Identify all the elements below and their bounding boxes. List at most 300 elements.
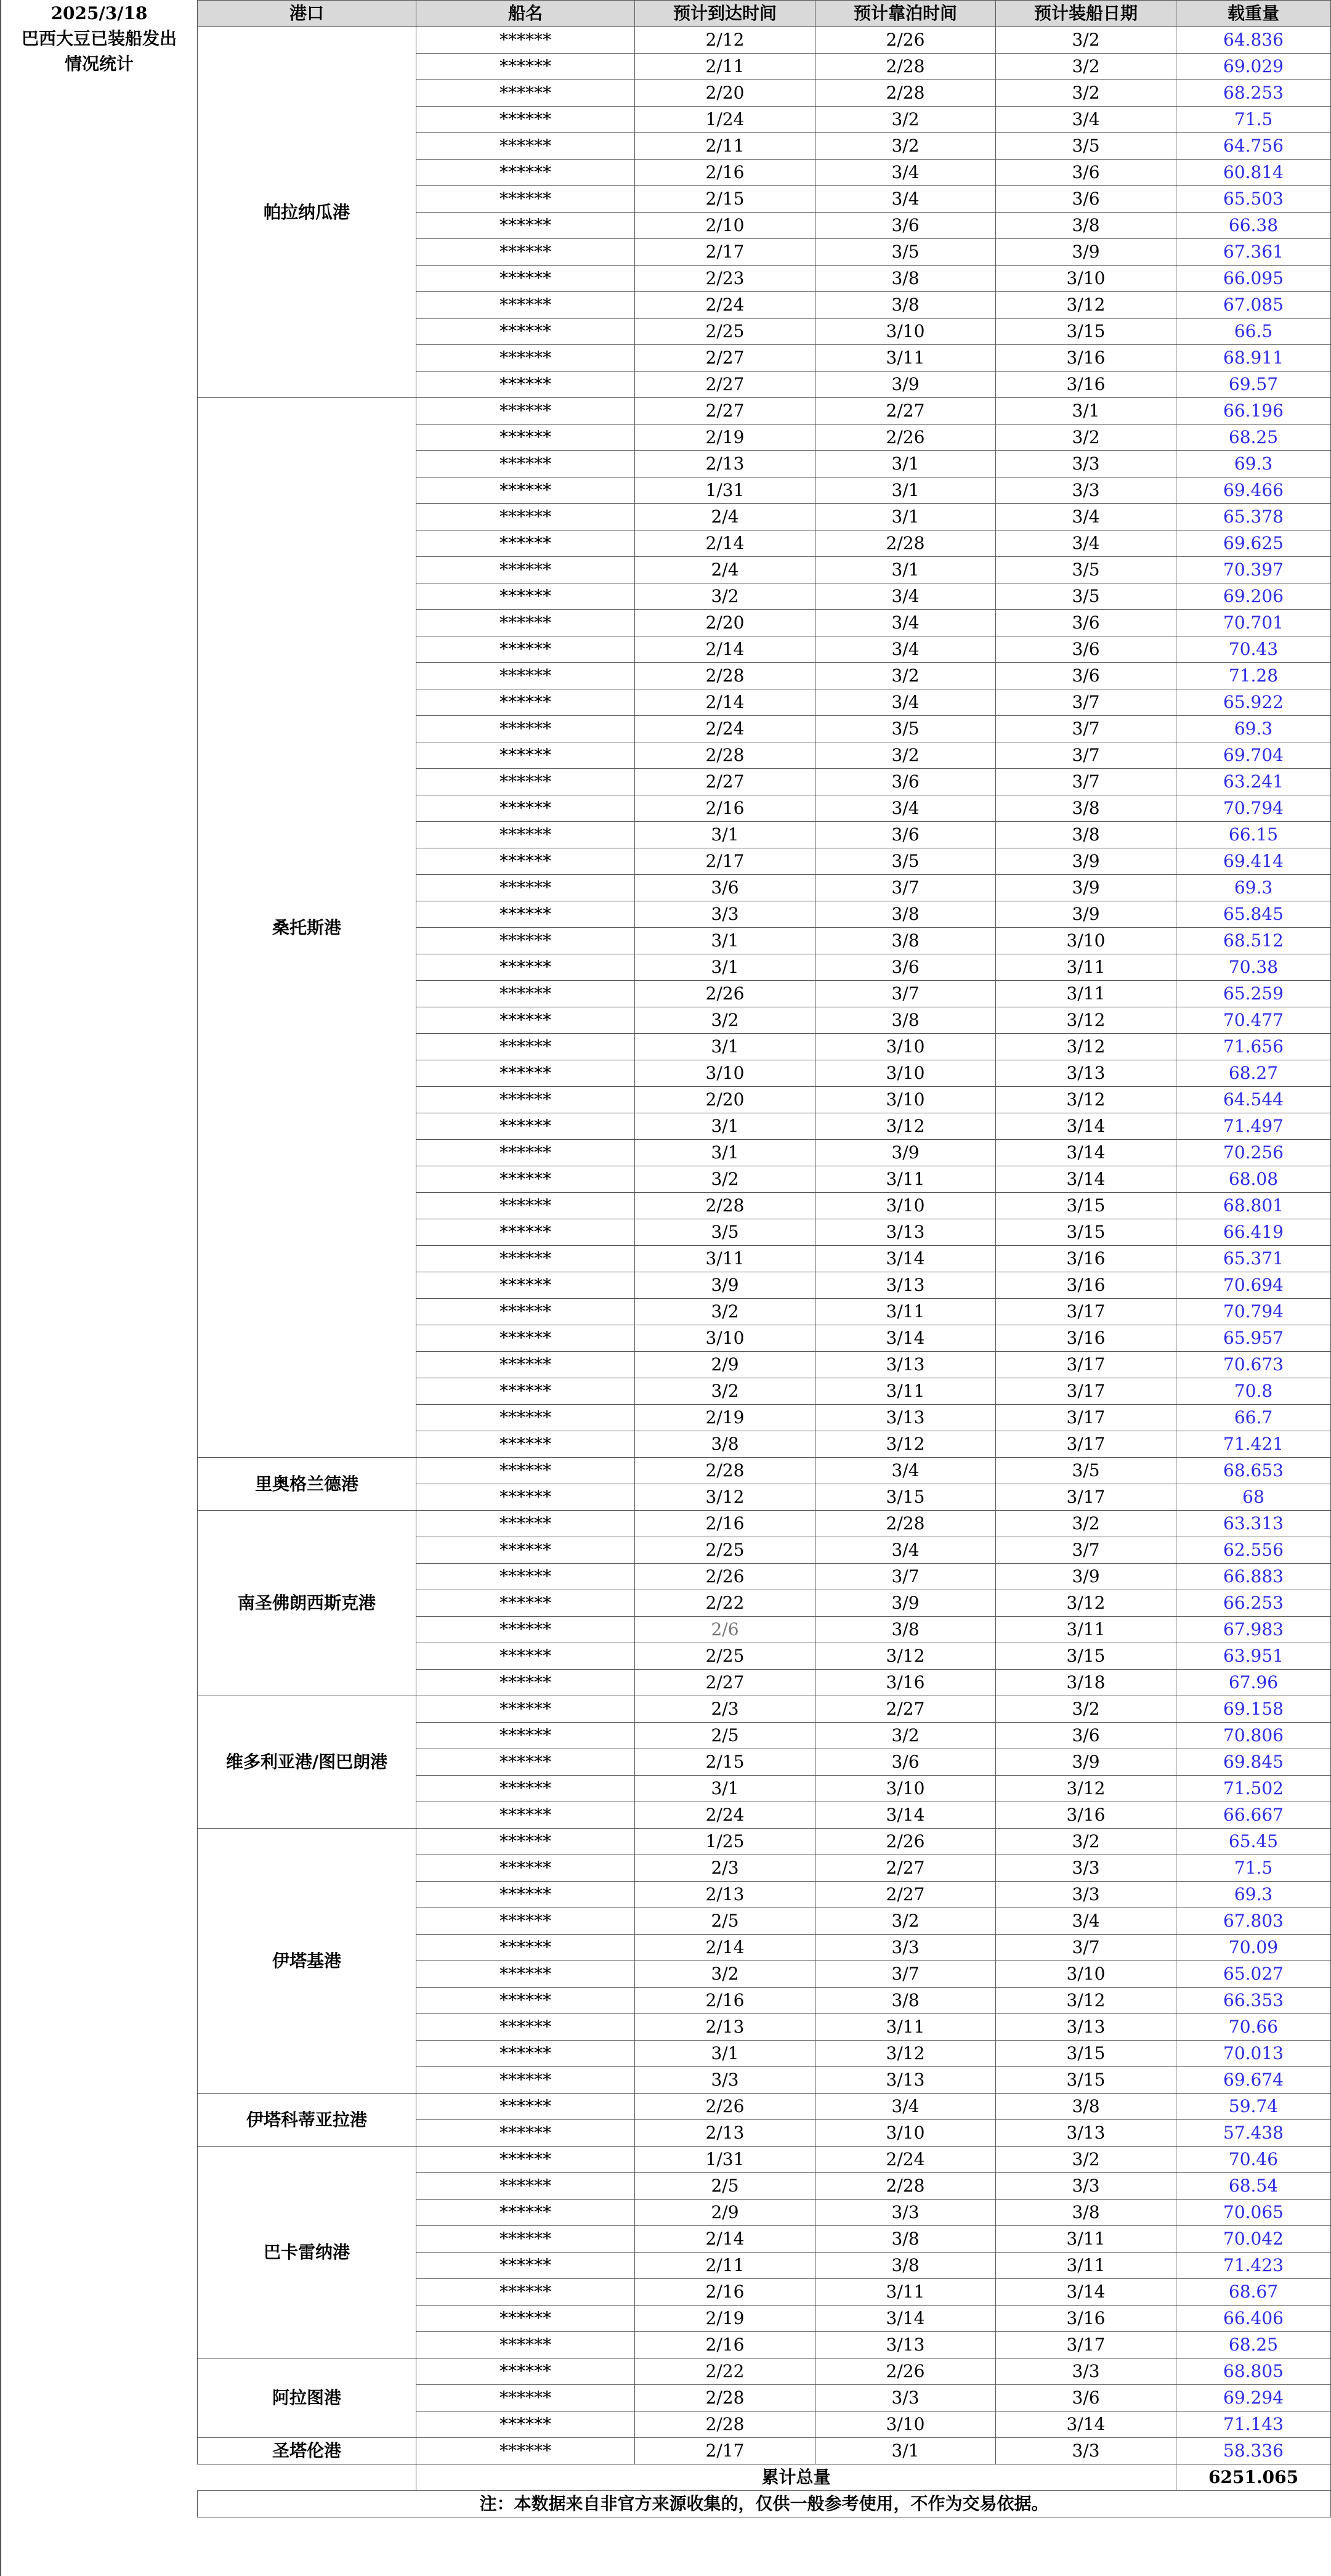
berth-time: 3/4 [815,186,996,213]
load-date: 3/10 [996,266,1176,292]
ship-name: ****** [416,1034,635,1060]
load-date: 3/4 [996,504,1176,530]
load-date: 3/15 [996,1193,1176,1219]
load-date: 3/5 [996,583,1176,610]
weight: 57.438 [1176,2120,1331,2147]
weight: 69.3 [1176,1882,1331,1908]
weight: 69.029 [1176,54,1331,80]
eta: 2/27 [635,372,815,398]
berth-time: 3/10 [815,1087,996,1113]
load-date: 3/16 [996,1246,1176,1272]
weight: 68.253 [1176,80,1331,107]
ship-name: ****** [416,1087,635,1113]
load-date: 3/4 [996,107,1176,133]
berth-time: 2/28 [815,1511,996,1537]
weight: 69.414 [1176,848,1331,875]
berth-time: 3/4 [815,1537,996,1564]
berth-time: 3/8 [815,2253,996,2279]
ship-name: ****** [416,1272,635,1299]
load-date: 3/14 [996,2411,1176,2438]
ship-name: ****** [416,1431,635,1458]
ship-name: ****** [416,875,635,901]
load-date: 3/2 [996,1829,1176,1855]
berth-time: 3/10 [815,1776,996,1802]
berth-time: 3/9 [815,372,996,398]
berth-time: 3/13 [815,1272,996,1299]
berth-time: 3/6 [815,1749,996,1776]
load-date: 3/17 [996,1431,1176,1458]
table-row [198,1511,1331,1537]
ship-name: ****** [416,2014,635,2041]
weight: 69.625 [1176,530,1331,557]
load-date: 3/11 [996,954,1176,981]
load-date: 3/8 [996,822,1176,848]
ship-name: ****** [416,1378,635,1405]
weight: 67.983 [1176,1617,1331,1643]
load-date: 3/6 [996,1723,1176,1749]
load-date: 3/17 [996,1378,1176,1405]
eta: 3/2 [635,583,815,610]
eta: 2/24 [635,716,815,742]
ship-name: ****** [416,1166,635,1193]
load-date: 3/14 [996,2279,1176,2306]
ship-name: ****** [416,795,635,822]
berth-time: 3/9 [815,1590,996,1617]
eta: 2/17 [635,848,815,875]
load-date: 3/8 [996,2094,1176,2120]
eta: 1/25 [635,1829,815,1855]
eta: 2/26 [635,2094,815,2120]
eta: 2/13 [635,451,815,477]
berth-time: 3/8 [815,901,996,928]
table-row [198,2359,1331,2385]
header-eta: 预计到达时间 [635,1,815,27]
ship-name: ****** [416,80,635,107]
weight: 60.814 [1176,160,1331,186]
load-date: 3/18 [996,1670,1176,1696]
eta: 2/3 [635,1696,815,1723]
table-row [198,2147,1331,2173]
port-name: 桑托斯港 [198,398,416,1458]
header-port: 港口 [198,1,416,27]
berth-time: 3/8 [815,2226,996,2253]
eta: 2/27 [635,1670,815,1696]
eta: 3/3 [635,901,815,928]
load-date: 3/5 [996,557,1176,583]
eta: 2/13 [635,1882,815,1908]
load-date: 3/17 [996,1352,1176,1378]
ship-name: ****** [416,2411,635,2438]
berth-time: 2/26 [815,1829,996,1855]
weight: 66.419 [1176,1219,1331,1246]
ship-name: ****** [416,2359,635,2385]
weight: 69.3 [1176,451,1331,477]
load-date: 3/11 [996,2226,1176,2253]
berth-time: 2/26 [815,27,996,54]
load-date: 3/14 [996,1113,1176,1140]
load-date: 3/11 [996,2253,1176,2279]
berth-time: 3/12 [815,1113,996,1140]
ship-name: ****** [416,769,635,795]
load-date: 3/15 [996,2067,1176,2094]
load-date: 3/16 [996,1272,1176,1299]
table-row [198,2438,1331,2464]
load-date: 3/15 [996,1219,1176,1246]
weight: 71.28 [1176,663,1331,689]
berth-time: 3/11 [815,1166,996,1193]
berth-time: 3/14 [815,1246,996,1272]
ship-name: ****** [416,981,635,1007]
ship-name: ****** [416,2067,635,2094]
ship-name: ****** [416,372,635,398]
berth-time: 3/8 [815,1617,996,1643]
ship-name: ****** [416,1564,635,1590]
berth-time: 3/2 [815,133,996,160]
eta: 2/26 [635,1564,815,1590]
ship-name: ****** [416,1723,635,1749]
load-date: 3/9 [996,1564,1176,1590]
eta: 3/10 [635,1325,815,1352]
weight: 67.803 [1176,1908,1331,1935]
eta: 2/17 [635,239,815,266]
berth-time: 3/4 [815,2094,996,2120]
eta: 2/14 [635,689,815,716]
table-row [198,1458,1331,1484]
load-date: 3/10 [996,928,1176,954]
load-date: 3/2 [996,425,1176,451]
berth-time: 3/6 [815,213,996,239]
load-date: 3/2 [996,1696,1176,1723]
berth-time: 3/7 [815,875,996,901]
ship-name: ****** [416,239,635,266]
load-date: 3/11 [996,981,1176,1007]
berth-time: 3/6 [815,769,996,795]
weight: 70.701 [1176,610,1331,636]
ship-name: ****** [416,266,635,292]
weight: 66.38 [1176,213,1331,239]
weight: 66.406 [1176,2306,1331,2332]
eta: 2/19 [635,2306,815,2332]
ship-name: ****** [416,1670,635,1696]
eta: 3/2 [635,1166,815,1193]
ship-name: ****** [416,1935,635,1961]
berth-time: 2/27 [815,1855,996,1882]
load-date: 3/7 [996,716,1176,742]
ship-name: ****** [416,133,635,160]
weight: 70.794 [1176,795,1331,822]
ship-name: ****** [416,2332,635,2359]
load-date: 3/5 [996,133,1176,160]
load-date: 3/17 [996,1405,1176,1431]
berth-time: 3/2 [815,1723,996,1749]
eta: 2/20 [635,80,815,107]
load-date: 3/2 [996,54,1176,80]
eta: 2/16 [635,2332,815,2359]
weight: 71.143 [1176,2411,1331,2438]
eta: 3/1 [635,822,815,848]
load-date: 3/3 [996,451,1176,477]
ship-name: ****** [416,160,635,186]
weight: 67.96 [1176,1670,1331,1696]
load-date: 3/7 [996,689,1176,716]
ship-name: ****** [416,425,635,451]
berth-time: 3/12 [815,1643,996,1670]
weight: 70.256 [1176,1140,1331,1166]
ship-name: ****** [416,1060,635,1087]
load-date: 3/12 [996,1776,1176,1802]
berth-time: 3/3 [815,2385,996,2411]
ship-name: ****** [416,1961,635,1988]
load-date: 3/9 [996,1749,1176,1776]
load-date: 3/9 [996,848,1176,875]
weight: 66.15 [1176,822,1331,848]
ship-name: ****** [416,848,635,875]
ship-name: ****** [416,636,635,663]
load-date: 3/17 [996,1299,1176,1325]
ship-name: ****** [416,1537,635,1564]
eta: 2/22 [635,1590,815,1617]
ship-name: ****** [416,1219,635,1246]
weight: 68.67 [1176,2279,1331,2306]
berth-time: 3/14 [815,2306,996,2332]
shipment-table [197,0,1331,2517]
weight: 71.423 [1176,2253,1331,2279]
table-row [198,2094,1331,2120]
load-date: 3/17 [996,2332,1176,2359]
load-date: 3/5 [996,1458,1176,1484]
weight: 68.54 [1176,2173,1331,2200]
ship-name: ****** [416,1749,635,1776]
load-date: 3/16 [996,2306,1176,2332]
eta: 2/11 [635,54,815,80]
berth-time: 3/4 [815,636,996,663]
eta: 2/16 [635,160,815,186]
weight: 65.027 [1176,1961,1331,1988]
load-date: 3/8 [996,213,1176,239]
eta: 2/28 [635,742,815,769]
eta: 3/1 [635,2041,815,2067]
port-name: 维多利亚港/图巴朗港 [198,1696,416,1829]
weight: 71.656 [1176,1034,1331,1060]
berth-time: 3/10 [815,1034,996,1060]
eta: 2/15 [635,186,815,213]
ship-name: ****** [416,1988,635,2014]
berth-time: 3/5 [815,716,996,742]
report-title-line1: 巴西大豆已装船发出 [21,28,177,49]
weight: 62.556 [1176,1537,1331,1564]
berth-time: 3/8 [815,292,996,319]
berth-time: 3/4 [815,610,996,636]
eta: 2/23 [635,266,815,292]
berth-time: 2/26 [815,425,996,451]
load-date: 3/10 [996,1961,1176,1988]
eta: 2/20 [635,610,815,636]
header-row [198,1,1331,27]
ship-name: ****** [416,2200,635,2226]
eta: 3/2 [635,1378,815,1405]
berth-time: 3/13 [815,1352,996,1378]
load-date: 3/2 [996,80,1176,107]
eta: 2/14 [635,636,815,663]
total-spacer [198,2464,416,2491]
load-date: 3/13 [996,2120,1176,2147]
berth-time: 3/8 [815,1007,996,1034]
load-date: 3/3 [996,477,1176,504]
ship-name: ****** [416,477,635,504]
ship-name: ****** [416,107,635,133]
ship-name: ****** [416,2041,635,2067]
weight: 70.46 [1176,2147,1331,2173]
port-name: 圣塔伦港 [198,2438,416,2464]
berth-time: 3/6 [815,822,996,848]
ship-name: ****** [416,2120,635,2147]
eta: 2/13 [635,2120,815,2147]
weight: 69.3 [1176,716,1331,742]
eta: 2/11 [635,133,815,160]
ship-name: ****** [416,530,635,557]
berth-time: 3/1 [815,477,996,504]
berth-time: 3/10 [815,319,996,345]
total-value: 6251.065 [1176,2464,1331,2491]
eta: 2/24 [635,1802,815,1829]
berth-time: 3/11 [815,2014,996,2041]
weight: 69.158 [1176,1696,1331,1723]
berth-time: 2/27 [815,1696,996,1723]
load-date: 3/6 [996,663,1176,689]
eta: 2/25 [635,1643,815,1670]
ship-name: ****** [416,213,635,239]
weight: 66.253 [1176,1590,1331,1617]
eta: 2/28 [635,2385,815,2411]
eta: 2/19 [635,425,815,451]
ship-name: ****** [416,1829,635,1855]
eta: 2/10 [635,213,815,239]
weight: 68.25 [1176,2332,1331,2359]
eta: 3/2 [635,1961,815,1988]
weight: 68.653 [1176,1458,1331,1484]
load-date: 3/8 [996,2200,1176,2226]
weight: 68.801 [1176,1193,1331,1219]
load-date: 3/17 [996,1484,1176,1511]
ship-name: ****** [416,1325,635,1352]
weight: 70.09 [1176,1935,1331,1961]
weight: 68.27 [1176,1060,1331,1087]
eta: 2/5 [635,2173,815,2200]
ship-name: ****** [416,1113,635,1140]
weight: 59.74 [1176,2094,1331,2120]
weight: 69.294 [1176,2385,1331,2411]
eta: 3/11 [635,1246,815,1272]
eta: 2/14 [635,530,815,557]
load-date: 3/2 [996,1511,1176,1537]
eta: 2/27 [635,398,815,425]
eta: 2/5 [635,1908,815,1935]
load-date: 3/12 [996,1007,1176,1034]
eta: 3/1 [635,928,815,954]
eta: 1/31 [635,477,815,504]
ship-name: ****** [416,1590,635,1617]
eta: 2/20 [635,1087,815,1113]
ship-name: ****** [416,1882,635,1908]
ship-name: ****** [416,319,635,345]
weight: 71.502 [1176,1776,1331,1802]
eta: 3/3 [635,2067,815,2094]
berth-time: 3/11 [815,2279,996,2306]
eta: 2/16 [635,795,815,822]
weight: 66.5 [1176,319,1331,345]
berth-time: 3/1 [815,2438,996,2464]
eta: 2/4 [635,557,815,583]
weight: 70.477 [1176,1007,1331,1034]
berth-time: 3/10 [815,1193,996,1219]
load-date: 3/9 [996,239,1176,266]
load-date: 3/7 [996,1537,1176,1564]
total-row [198,2464,1331,2491]
eta: 2/11 [635,2253,815,2279]
ship-name: ****** [416,2147,635,2173]
disclaimer-note: 注：本数据来自非官方来源收集的，仅供一般参考使用，不作为交易依据。 [198,2491,1331,2517]
load-date: 3/1 [996,398,1176,425]
berth-time: 3/5 [815,848,996,875]
eta: 2/16 [635,2279,815,2306]
load-date: 3/4 [996,1908,1176,1935]
weight: 67.361 [1176,239,1331,266]
berth-time: 3/2 [815,742,996,769]
eta: 2/25 [635,319,815,345]
ship-name: ****** [416,2279,635,2306]
berth-time: 2/26 [815,2359,996,2385]
table-row [198,398,1331,425]
weight: 70.065 [1176,2200,1331,2226]
total-label: 累计总量 [416,2464,1176,2491]
weight: 69.57 [1176,372,1331,398]
berth-time: 2/28 [815,2173,996,2200]
load-date: 3/13 [996,1060,1176,1087]
weight: 58.336 [1176,2438,1331,2464]
berth-time: 3/6 [815,954,996,981]
berth-time: 3/4 [815,160,996,186]
berth-time: 3/3 [815,1935,996,1961]
berth-time: 2/28 [815,54,996,80]
eta: 2/22 [635,2359,815,2385]
port-name: 伊塔科蒂亚拉港 [198,2094,416,2147]
weight: 68.911 [1176,345,1331,372]
berth-time: 3/13 [815,2332,996,2359]
eta: 3/1 [635,1034,815,1060]
load-date: 3/9 [996,901,1176,928]
berth-time: 3/1 [815,557,996,583]
ship-name: ****** [416,901,635,928]
report-title-block [0,0,197,2576]
berth-time: 3/15 [815,1484,996,1511]
ship-name: ****** [416,2385,635,2411]
eta: 2/24 [635,292,815,319]
weight: 71.5 [1176,1855,1331,1882]
weight: 63.241 [1176,769,1331,795]
berth-time: 3/7 [815,1961,996,1988]
ship-name: ****** [416,1484,635,1511]
load-date: 3/15 [996,319,1176,345]
report-title-line2: 情况统计 [64,54,134,74]
weight: 64.544 [1176,1087,1331,1113]
weight: 71.421 [1176,1431,1331,1458]
load-date: 3/14 [996,1140,1176,1166]
berth-time: 3/2 [815,663,996,689]
ship-name: ****** [416,27,635,54]
berth-time: 3/2 [815,107,996,133]
eta: 2/9 [635,2200,815,2226]
ship-name: ****** [416,716,635,742]
